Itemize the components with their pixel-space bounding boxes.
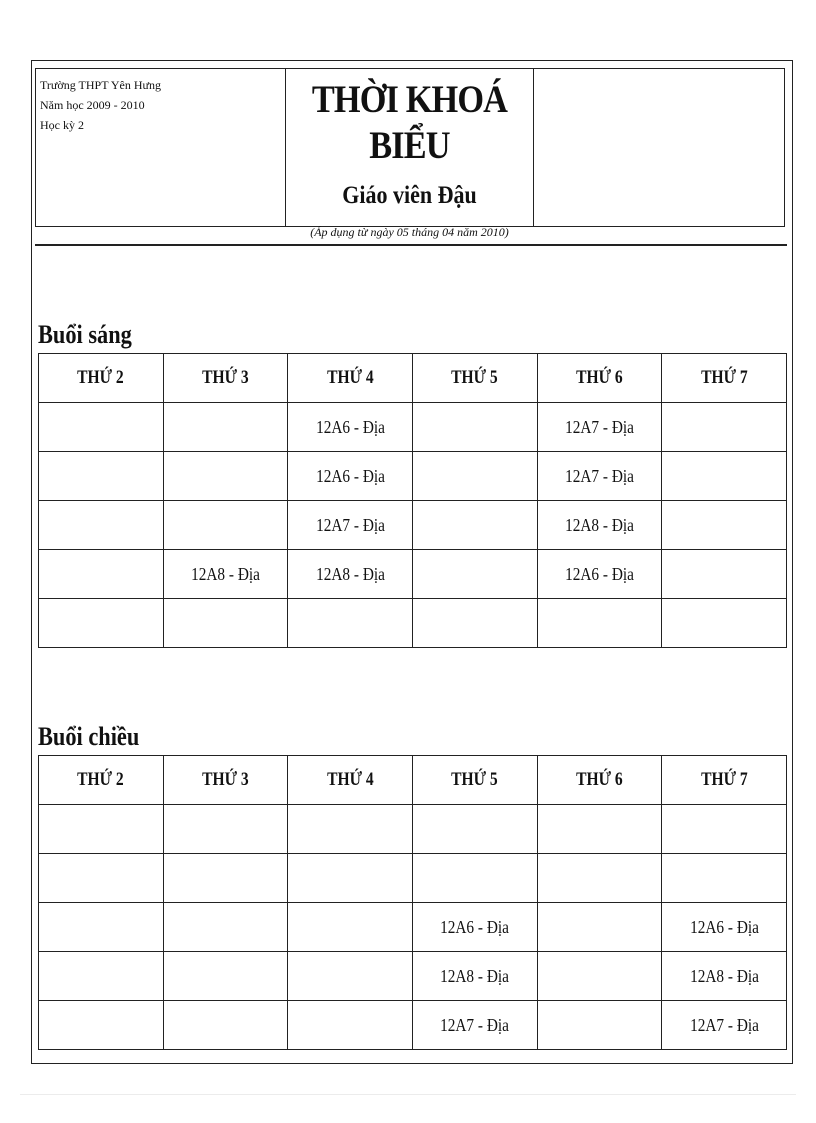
schedule-cell	[537, 599, 662, 648]
class-subject: 12A7 - Địa	[565, 465, 634, 486]
day-header	[163, 756, 288, 805]
schedule-cell	[39, 550, 164, 599]
header-box	[35, 68, 785, 239]
day-label: THỨ 5	[451, 769, 499, 790]
day-label: THỨ 2	[77, 769, 125, 790]
class-subject: 12A7 - Địa	[440, 1014, 510, 1035]
schedule-cell	[39, 903, 164, 952]
day-header	[537, 756, 662, 805]
schedule-cell	[537, 501, 662, 550]
schedule-cell	[537, 903, 662, 952]
schedule-cell	[288, 903, 413, 952]
day-label: THỨ 6	[576, 769, 623, 790]
schedule-cell	[662, 952, 787, 1001]
schedule-cell	[537, 452, 662, 501]
period-row	[39, 403, 787, 452]
header-blank-cell	[534, 69, 784, 226]
schedule-cell	[662, 452, 787, 501]
morning-timetable	[38, 353, 787, 648]
period-row	[39, 452, 787, 501]
day-header	[39, 756, 164, 805]
schedule-cell	[288, 854, 413, 903]
header-row	[39, 354, 787, 403]
class-subject: 12A8 - Địa	[191, 563, 260, 584]
schedule-cell	[288, 501, 413, 550]
schedule-cell	[412, 805, 537, 854]
day-label: THỨ 7	[700, 367, 748, 388]
period-row	[39, 1001, 787, 1050]
day-header	[662, 354, 787, 403]
schedule-cell	[39, 805, 164, 854]
schedule-cell	[163, 403, 288, 452]
day-header	[163, 354, 288, 403]
schedule-cell	[39, 403, 164, 452]
schedule-cell	[537, 952, 662, 1001]
schedule-cell	[39, 1001, 164, 1050]
schedule-cell	[412, 403, 537, 452]
schedule-cell	[412, 1001, 537, 1050]
schedule-cell	[537, 550, 662, 599]
schedule-cell	[412, 501, 537, 550]
schedule-cell	[163, 599, 288, 648]
class-subject: 12A6 - Địa	[440, 916, 510, 937]
day-label: THỨ 7	[700, 769, 748, 790]
schedule-cell	[163, 501, 288, 550]
period-row	[39, 599, 787, 648]
page-title: THỜI KHOÁ BIỂU	[311, 78, 508, 167]
schedule-cell	[288, 550, 413, 599]
class-subject: 12A6 - Địa	[689, 916, 759, 937]
schedule-cell	[39, 452, 164, 501]
divider	[35, 244, 787, 246]
class-subject: 12A6 - Địa	[315, 465, 385, 486]
schedule-cell	[39, 952, 164, 1001]
schedule-cell	[662, 854, 787, 903]
day-label: THỨ 4	[326, 367, 374, 388]
day-header	[662, 756, 787, 805]
class-subject: 12A7 - Địa	[689, 1014, 759, 1035]
schedule-cell	[412, 599, 537, 648]
schedule-cell	[662, 599, 787, 648]
schedule-cell	[412, 903, 537, 952]
schedule-cell	[163, 952, 288, 1001]
schedule-cell	[288, 599, 413, 648]
teacher-name: Giáo viên Đậu	[342, 182, 477, 209]
period-row	[39, 854, 787, 903]
day-header	[412, 756, 537, 805]
schedule-cell	[537, 1001, 662, 1050]
header-row	[39, 756, 787, 805]
class-subject: 12A8 - Địa	[315, 563, 385, 584]
schedule-cell	[412, 550, 537, 599]
schedule-cell	[163, 452, 288, 501]
schedule-cell	[662, 1001, 787, 1050]
day-label: THỨ 2	[77, 367, 125, 388]
class-subject: 12A6 - Địa	[315, 416, 385, 437]
day-label: THỨ 5	[451, 367, 499, 388]
schedule-cell	[412, 854, 537, 903]
schedule-cell	[163, 805, 288, 854]
schedule-cell	[537, 805, 662, 854]
class-subject: 12A8 - Địa	[565, 514, 634, 535]
footer-divider	[20, 1094, 796, 1095]
morning-title: Buổi sáng	[38, 320, 132, 349]
class-subject: 12A6 - Địa	[565, 563, 634, 584]
schedule-cell	[288, 805, 413, 854]
schedule-cell	[163, 550, 288, 599]
schedule-cell	[662, 805, 787, 854]
schedule-cell	[288, 952, 413, 1001]
schedule-cell	[412, 452, 537, 501]
schedule-cell	[537, 403, 662, 452]
day-label: THỨ 3	[202, 769, 249, 790]
class-subject: 12A7 - Địa	[315, 514, 385, 535]
class-subject: 12A8 - Địa	[440, 965, 510, 986]
period-row	[39, 501, 787, 550]
school-name: Trường THPT Yên Hưng	[40, 78, 162, 92]
school-info	[36, 69, 286, 226]
period-row	[39, 903, 787, 952]
schedule-cell	[288, 403, 413, 452]
school-term: Học kỳ 2	[40, 118, 84, 132]
schedule-cell	[163, 854, 288, 903]
schedule-cell	[662, 550, 787, 599]
class-subject: 12A8 - Địa	[689, 965, 759, 986]
day-header	[537, 354, 662, 403]
afternoon-timetable	[38, 755, 787, 1050]
schedule-cell	[163, 1001, 288, 1050]
applied-date: (Áp dụng từ ngày 05 tháng 04 năm 2010)	[310, 225, 509, 239]
schedule-cell	[288, 452, 413, 501]
schedule-cell	[662, 403, 787, 452]
schedule-cell	[39, 854, 164, 903]
day-label: THỨ 4	[326, 769, 374, 790]
day-label: THỨ 6	[576, 367, 623, 388]
schedule-cell	[662, 903, 787, 952]
day-header	[412, 354, 537, 403]
day-header	[288, 354, 413, 403]
schedule-cell	[662, 501, 787, 550]
class-subject: 12A7 - Địa	[565, 416, 634, 437]
schedule-cell	[412, 952, 537, 1001]
title-block	[286, 69, 534, 239]
afternoon-title: Buổi chiều	[38, 722, 140, 751]
school-year: Năm học 2009 - 2010	[40, 98, 145, 112]
day-label: THỨ 3	[202, 367, 249, 388]
schedule-cell	[288, 1001, 413, 1050]
schedule-cell	[537, 854, 662, 903]
schedule-cell	[39, 599, 164, 648]
period-row	[39, 805, 787, 854]
schedule-cell	[39, 501, 164, 550]
day-header	[39, 354, 164, 403]
period-row	[39, 952, 787, 1001]
period-row	[39, 550, 787, 599]
day-header	[288, 756, 413, 805]
schedule-cell	[163, 903, 288, 952]
